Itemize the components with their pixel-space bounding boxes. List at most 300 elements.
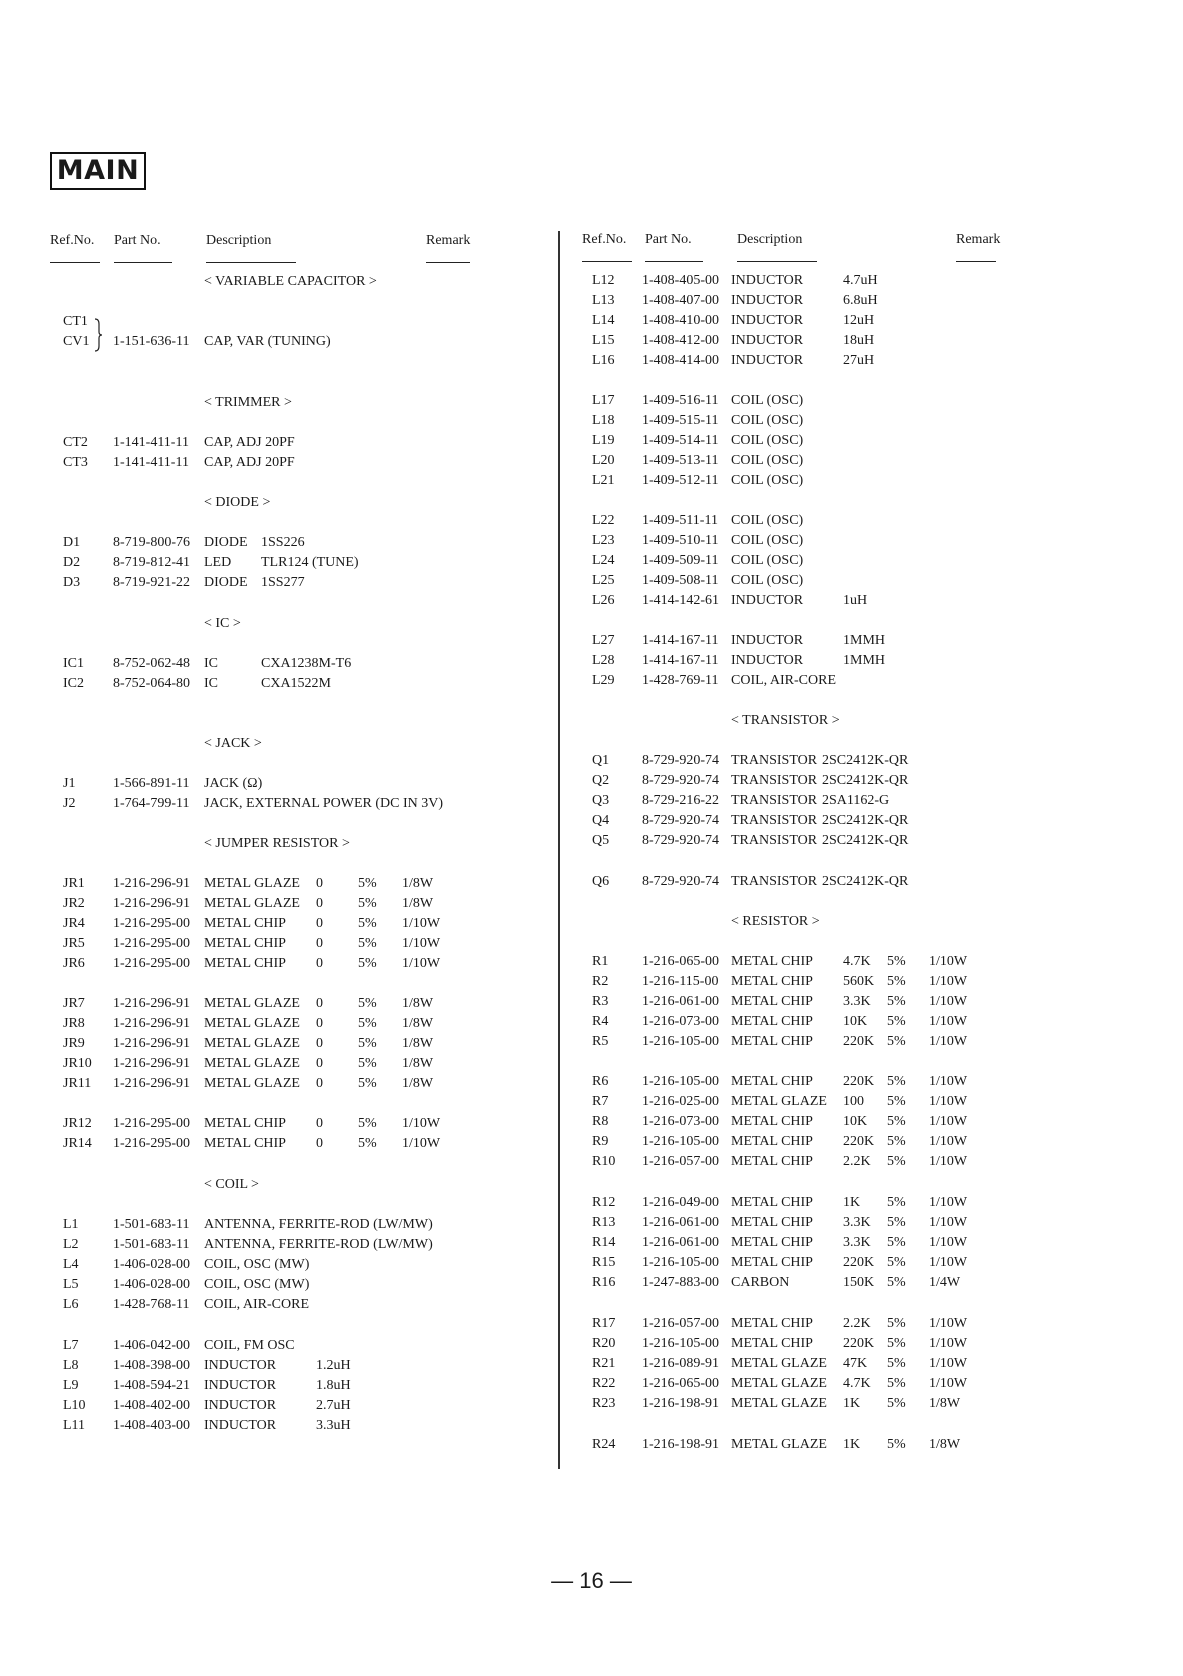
ref-no-cell: R15 — [592, 1255, 616, 1270]
part-no-cell: 1-247-883-00 — [642, 1275, 719, 1290]
part-row — [0, 591, 1183, 611]
value-cell: 100 — [843, 1094, 864, 1109]
value-cell: 0 — [316, 956, 323, 971]
description-cell: INDUCTOR — [204, 1418, 277, 1433]
part-no-cell: 1-141-411-11 — [113, 435, 189, 450]
tolerance-cell: 5% — [887, 974, 906, 989]
ref-no-cell: CT3 — [63, 455, 88, 470]
value-cell: 0 — [316, 1136, 323, 1151]
description-cell: METAL CHIP — [731, 954, 813, 969]
ref-no-cell: D1 — [63, 535, 81, 550]
tolerance-cell: 5% — [887, 1114, 906, 1129]
ref-no-cell: JR5 — [63, 936, 85, 951]
part-row — [0, 1253, 1183, 1273]
part-row — [0, 992, 1183, 1012]
description-cell: COIL (OSC) — [731, 573, 804, 588]
description-cell: METAL CHIP — [731, 1034, 813, 1049]
value-cell: 0 — [316, 916, 323, 931]
description-cell: METAL CHIP — [731, 974, 813, 989]
value-cell: 3.3K — [843, 1215, 871, 1230]
rating-cell: 1/8W — [402, 1016, 434, 1031]
rating-cell: 1/4W — [929, 1275, 961, 1290]
value-cell: 3.3K — [843, 1235, 871, 1250]
header-underline — [426, 262, 470, 263]
part-row — [0, 1233, 1183, 1253]
part-row — [0, 952, 1183, 972]
ref-no-cell: L8 — [63, 1358, 79, 1373]
value-cell: 0 — [316, 896, 323, 911]
description-cell: METAL GLAZE — [204, 876, 300, 891]
part-no-cell: 1-216-296-91 — [113, 1076, 190, 1091]
description-cell: INDUCTOR — [731, 333, 804, 348]
ref-no-cell: L6 — [63, 1297, 79, 1312]
part-row — [0, 1072, 1183, 1092]
rating-cell: 1/8W — [402, 1056, 434, 1071]
description-cell: METAL GLAZE — [204, 896, 300, 911]
description-cell: METAL CHIP — [204, 916, 286, 931]
part-row — [0, 1354, 1183, 1374]
ref-no-cell: L15 — [592, 333, 615, 348]
part-no-cell: 1-216-296-91 — [113, 876, 190, 891]
ref-no-cell: R2 — [592, 974, 609, 989]
description-cell: ANTENNA, FERRITE-ROD (LW/MW) — [204, 1217, 433, 1232]
description-cell: CAP, ADJ 20PF — [204, 435, 295, 450]
header-underline — [645, 261, 703, 262]
tolerance-cell: 5% — [358, 896, 377, 911]
rating-cell: 1/10W — [402, 916, 441, 931]
value-cell: 2SC2412K-QR — [822, 813, 909, 828]
ref-no-cell: L19 — [592, 433, 615, 448]
description-cell: METAL CHIP — [731, 1215, 813, 1230]
value-cell: 1MMH — [843, 653, 886, 668]
description-cell: COIL, FM OSC — [204, 1338, 295, 1353]
ref-no-cell: L27 — [592, 633, 615, 648]
header-underline — [114, 262, 172, 263]
section-heading: < VARIABLE CAPACITOR > — [204, 274, 377, 289]
part-no-cell: 1-216-065-00 — [642, 954, 719, 969]
tolerance-cell: 5% — [887, 1235, 906, 1250]
part-no-cell: 1-428-769-11 — [642, 673, 719, 688]
part-no-cell: 1-409-511-11 — [642, 513, 718, 528]
description-cell: METAL CHIP — [731, 1154, 813, 1169]
rating-cell: 1/10W — [929, 954, 968, 969]
part-no-cell: 8-729-920-74 — [642, 753, 719, 768]
part-no-cell: 1-216-073-00 — [642, 1014, 719, 1029]
part-no-cell: 1-216-296-91 — [113, 1056, 190, 1071]
part-no-cell: 1-408-402-00 — [113, 1398, 190, 1413]
rating-cell: 1/8W — [402, 876, 434, 891]
rating-cell: 1/10W — [402, 956, 441, 971]
description-cell: COIL, AIR-CORE — [731, 673, 836, 688]
description-cell: COIL (OSC) — [731, 393, 804, 408]
header-description-left: Description — [206, 233, 272, 248]
description-cell: INDUCTOR — [731, 313, 804, 328]
value-cell: 220K — [843, 1134, 875, 1149]
part-row — [0, 1394, 1183, 1414]
header-description-right: Description — [737, 232, 803, 247]
part-row — [0, 271, 1183, 291]
ref-no-cell: L24 — [592, 553, 615, 568]
part-no-cell: 8-729-920-74 — [642, 874, 719, 889]
part-row — [0, 651, 1183, 671]
value-cell: 0 — [316, 1056, 323, 1071]
part-no-cell: 1-408-398-00 — [113, 1358, 190, 1373]
part-no-cell: 1-409-508-11 — [642, 573, 719, 588]
rating-cell: 1/10W — [929, 1034, 968, 1049]
ref-no-cell: R9 — [592, 1134, 609, 1149]
ref-no-cell: Q1 — [592, 753, 610, 768]
header-ref-no-right: Ref.No. — [582, 232, 627, 247]
ref-no-cell: L10 — [63, 1398, 86, 1413]
part-no-cell: 1-216-105-00 — [642, 1336, 719, 1351]
ref-no-cell: JR2 — [63, 896, 85, 911]
part-no-cell: 1-216-296-91 — [113, 996, 190, 1011]
description-cell: INDUCTOR — [204, 1378, 277, 1393]
value-cell: 1K — [843, 1396, 861, 1411]
part-row — [0, 511, 1183, 531]
ref-no-cell: Q6 — [592, 874, 610, 889]
part-no-cell: 1-566-891-11 — [113, 776, 190, 791]
rating-cell: 1/10W — [929, 1094, 968, 1109]
ref-no-cell: L9 — [63, 1378, 79, 1393]
ref-no-cell: L11 — [63, 1418, 86, 1433]
rating-cell: 1/10W — [929, 1215, 968, 1230]
tolerance-cell: 5% — [358, 936, 377, 951]
ref-no-cell: CT1 — [63, 314, 88, 329]
rating-cell: 1/8W — [402, 1036, 434, 1051]
description-cell: METAL CHIP — [731, 1255, 813, 1270]
rating-cell: 1/10W — [929, 1114, 968, 1129]
part-no-cell: 1-408-407-00 — [642, 293, 719, 308]
description-cell: IC — [204, 656, 218, 671]
part-row — [0, 1112, 1183, 1132]
section-heading: < JUMPER RESISTOR > — [204, 836, 350, 851]
rating-cell: 1/8W — [929, 1396, 961, 1411]
ref-no-cell: Q2 — [592, 773, 610, 788]
part-row — [0, 671, 1183, 691]
description-cell: METAL CHIP — [204, 956, 286, 971]
part-no-cell: 1-216-025-00 — [642, 1094, 719, 1109]
rating-cell: 1/10W — [929, 1316, 968, 1331]
ref-no-cell: L12 — [592, 273, 615, 288]
rating-cell: 1/10W — [929, 1376, 968, 1391]
part-row — [0, 1193, 1183, 1213]
value-cell: 4.7K — [843, 1376, 871, 1391]
part-no-cell: 8-729-920-74 — [642, 773, 719, 788]
value-cell: 0 — [316, 936, 323, 951]
tolerance-cell: 5% — [887, 1215, 906, 1230]
ref-no-cell: IC1 — [63, 656, 84, 671]
value-cell: 1K — [843, 1195, 861, 1210]
value-cell: 18uH — [843, 333, 875, 348]
tolerance-cell: 5% — [358, 996, 377, 1011]
section-heading: < IC > — [204, 616, 241, 631]
part-row — [0, 972, 1183, 992]
tolerance-cell: 5% — [358, 1116, 377, 1131]
part-no-cell: 1-408-410-00 — [642, 313, 719, 328]
part-row — [0, 914, 1183, 934]
description-cell: CARBON — [731, 1275, 790, 1290]
ref-no-cell: R24 — [592, 1437, 616, 1452]
description-cell: METAL CHIP — [731, 1336, 813, 1351]
part-no-cell: 1-216-089-91 — [642, 1356, 719, 1371]
value-cell: 2SC2412K-QR — [822, 753, 909, 768]
tolerance-cell: 5% — [358, 916, 377, 931]
part-no-cell: 1-409-515-11 — [642, 413, 719, 428]
part-no-cell: 1-501-683-11 — [113, 1237, 190, 1252]
description-cell: METAL CHIP — [731, 1114, 813, 1129]
part-no-cell: 1-216-073-00 — [642, 1114, 719, 1129]
value-cell: 220K — [843, 1336, 875, 1351]
part-no-cell: 1-409-509-11 — [642, 553, 719, 568]
part-no-cell: 1-216-065-00 — [642, 1376, 719, 1391]
part-no-cell: 1-406-028-00 — [113, 1277, 190, 1292]
ref-no-cell: R3 — [592, 994, 609, 1009]
description-cell: COIL (OSC) — [731, 533, 804, 548]
description-cell: TRANSISTOR — [731, 793, 818, 808]
header-underline — [956, 261, 996, 262]
tolerance-cell: 5% — [887, 1316, 906, 1331]
value-cell: 2SC2412K-QR — [822, 833, 909, 848]
part-no-cell: 1-216-296-91 — [113, 896, 190, 911]
ref-no-cell: R21 — [592, 1356, 616, 1371]
description-cell: INDUCTOR — [204, 1358, 277, 1373]
value-cell: 220K — [843, 1074, 875, 1089]
ref-no-cell: IC2 — [63, 676, 84, 691]
value-cell: 2SC2412K-QR — [822, 773, 909, 788]
part-row — [0, 1435, 1183, 1455]
part-row — [0, 451, 1183, 471]
rating-cell: 1/8W — [402, 896, 434, 911]
description-cell: METAL CHIP — [204, 1116, 286, 1131]
part-no-cell: 1-216-105-00 — [642, 1134, 719, 1149]
part-no-cell: 1-151-636-11 — [113, 334, 190, 349]
description-cell: METAL GLAZE — [204, 996, 300, 1011]
description-cell: METAL CHIP — [731, 1316, 813, 1331]
part-row — [0, 311, 1183, 331]
description-cell: DIODE — [204, 575, 248, 590]
part-no-cell: 1-216-296-91 — [113, 1016, 190, 1031]
description-cell: METAL CHIP — [731, 1074, 813, 1089]
tolerance-cell: 5% — [358, 1076, 377, 1091]
part-no-cell: 1-216-061-00 — [642, 994, 719, 1009]
part-row — [0, 571, 1183, 591]
part-no-cell: 1-216-295-00 — [113, 936, 190, 951]
ref-no-cell: R22 — [592, 1376, 616, 1391]
tolerance-cell: 5% — [358, 1036, 377, 1051]
description-cell: INDUCTOR — [731, 353, 804, 368]
tolerance-cell: 5% — [887, 1094, 906, 1109]
part-row — [0, 471, 1183, 491]
part-no-cell: 8-729-216-22 — [642, 793, 719, 808]
ref-no-cell: CV1 — [63, 334, 90, 349]
description-cell: LED — [204, 555, 232, 570]
description-cell: COIL (OSC) — [731, 513, 804, 528]
description-cell: METAL CHIP — [731, 1195, 813, 1210]
part-no-cell: 1-216-295-00 — [113, 1116, 190, 1131]
part-row — [0, 894, 1183, 914]
ref-no-cell: L28 — [592, 653, 615, 668]
ref-no-cell: R12 — [592, 1195, 616, 1210]
section-heading: < TRANSISTOR > — [731, 713, 840, 728]
description-cell: METAL CHIP — [731, 1014, 813, 1029]
part-no-cell: 1-408-403-00 — [113, 1418, 190, 1433]
part-no-cell: 1-216-049-00 — [642, 1195, 719, 1210]
ref-no-cell: R1 — [592, 954, 609, 969]
ref-no-cell: R8 — [592, 1114, 609, 1129]
ref-no-cell: JR6 — [63, 956, 85, 971]
part-no-cell: 1-406-042-00 — [113, 1338, 190, 1353]
ref-no-cell: JR7 — [63, 996, 85, 1011]
value-cell: 1MMH — [843, 633, 886, 648]
part-no-cell: 1-216-295-00 — [113, 916, 190, 931]
rating-cell: 1/10W — [929, 1235, 968, 1250]
value-cell: 2SC2412K-QR — [822, 874, 909, 889]
ref-no-cell: Q4 — [592, 813, 610, 828]
rating-cell: 1/10W — [929, 1154, 968, 1169]
tolerance-cell: 5% — [887, 1356, 906, 1371]
ref-no-cell: L18 — [592, 413, 615, 428]
part-row — [0, 771, 1183, 791]
value-cell: 1K — [843, 1437, 861, 1452]
tolerance-cell: 5% — [887, 1255, 906, 1270]
tolerance-cell: 5% — [358, 876, 377, 891]
part-no-cell: 1-216-061-00 — [642, 1215, 719, 1230]
part-no-cell: 1-408-405-00 — [642, 273, 719, 288]
ref-no-cell: Q5 — [592, 833, 610, 848]
part-no-cell: 1-409-514-11 — [642, 433, 719, 448]
description-cell: METAL GLAZE — [204, 1036, 300, 1051]
description-cell: TRANSISTOR — [731, 874, 818, 889]
description-cell: INDUCTOR — [204, 1398, 277, 1413]
ref-no-cell: JR9 — [63, 1036, 85, 1051]
tolerance-cell: 5% — [887, 1154, 906, 1169]
value-cell: 0 — [316, 1036, 323, 1051]
tolerance-cell: 5% — [887, 1437, 906, 1452]
part-no-cell: 1-216-057-00 — [642, 1154, 719, 1169]
value-cell: 2.2K — [843, 1154, 871, 1169]
tolerance-cell: 5% — [887, 1376, 906, 1391]
page-title: MAIN — [50, 152, 146, 190]
description-cell: INDUCTOR — [731, 293, 804, 308]
rating-cell: 1/10W — [929, 1356, 968, 1371]
ref-no-cell: R20 — [592, 1336, 616, 1351]
ref-no-cell: JR12 — [63, 1116, 92, 1131]
part-no-cell: 1-408-594-21 — [113, 1378, 190, 1393]
description-cell: TRANSISTOR — [731, 773, 818, 788]
rating-cell: 1/10W — [929, 1336, 968, 1351]
description-cell: COIL (OSC) — [731, 473, 804, 488]
part-no-cell: 1-409-512-11 — [642, 473, 719, 488]
header-part-no-right: Part No. — [645, 232, 692, 247]
value-cell: 1.8uH — [316, 1378, 351, 1393]
part-no-cell: 1-409-510-11 — [642, 533, 719, 548]
part-row — [0, 1012, 1183, 1032]
description-cell: TRANSISTOR — [731, 833, 818, 848]
tolerance-cell: 5% — [887, 1034, 906, 1049]
description-cell: ANTENNA, FERRITE-ROD (LW/MW) — [204, 1237, 433, 1252]
rating-cell: 1/10W — [929, 1014, 968, 1029]
part-no-cell: 1-216-198-91 — [642, 1437, 719, 1452]
tolerance-cell: 5% — [358, 956, 377, 971]
part-no-cell: 1-216-061-00 — [642, 1235, 719, 1250]
rating-cell: 1/8W — [402, 996, 434, 1011]
ref-no-cell: J1 — [63, 776, 76, 791]
part-row — [0, 631, 1183, 651]
header-underline — [582, 261, 632, 262]
ref-no-cell: L13 — [592, 293, 615, 308]
ref-no-cell: L22 — [592, 513, 615, 528]
description-cell: COIL (OSC) — [731, 453, 804, 468]
description-cell: METAL CHIP — [204, 936, 286, 951]
part-no-cell: 8-729-920-74 — [642, 833, 719, 848]
ref-no-cell: L2 — [63, 1237, 79, 1252]
value-cell: 4.7K — [843, 954, 871, 969]
part-row — [0, 1092, 1183, 1112]
ref-no-cell: L7 — [63, 1338, 79, 1353]
description-cell: COIL (OSC) — [731, 553, 804, 568]
section-heading: < DIODE > — [204, 495, 271, 510]
ref-no-cell: L1 — [63, 1217, 79, 1232]
ref-no-cell: L16 — [592, 353, 615, 368]
description-cell: CAP, ADJ 20PF — [204, 455, 295, 470]
description-cell: COIL (OSC) — [731, 413, 804, 428]
ref-no-cell: R10 — [592, 1154, 616, 1169]
ref-no-cell: L26 — [592, 593, 615, 608]
ref-no-cell: R13 — [592, 1215, 616, 1230]
description-cell: METAL CHIP — [731, 1235, 813, 1250]
ref-no-cell: JR11 — [63, 1076, 92, 1091]
part-no-cell: 1-216-295-00 — [113, 956, 190, 971]
value-cell: 0 — [316, 876, 323, 891]
value-cell: 4.7uH — [843, 273, 878, 288]
description-cell: METAL CHIP — [204, 1136, 286, 1151]
tolerance-cell: 5% — [887, 1336, 906, 1351]
rating-cell: 1/10W — [402, 1136, 441, 1151]
description-cell: COIL, AIR-CORE — [204, 1297, 309, 1312]
part-no-cell: 1-216-105-00 — [642, 1034, 719, 1049]
part-no-cell: 1-764-799-11 — [113, 796, 190, 811]
description-cell: METAL CHIP — [731, 1134, 813, 1149]
part-no-cell: 1-414-167-11 — [642, 653, 719, 668]
description-cell: METAL GLAZE — [731, 1437, 827, 1452]
part-no-cell: 1-428-768-11 — [113, 1297, 190, 1312]
ref-no-cell: JR14 — [63, 1136, 92, 1151]
description-cell: JACK, EXTERNAL POWER (DC IN 3V) — [204, 796, 444, 811]
ref-no-cell: R7 — [592, 1094, 609, 1109]
part-row — [0, 872, 1183, 892]
ref-no-cell: L4 — [63, 1257, 79, 1272]
value-cell: 6.8uH — [843, 293, 878, 308]
part-row — [0, 1054, 1183, 1074]
part-row — [0, 791, 1183, 811]
header-underline — [737, 261, 817, 262]
part-row — [0, 351, 1183, 371]
value-cell: 10K — [843, 1014, 868, 1029]
description-cell: TRANSISTOR — [731, 813, 818, 828]
value-cell: 2.2K — [843, 1316, 871, 1331]
ref-no-cell: R5 — [592, 1034, 609, 1049]
header-remark-right: Remark — [956, 232, 1001, 247]
value-cell: 0 — [316, 1016, 323, 1031]
section-heading: < JACK > — [204, 736, 262, 751]
ref-no-cell: L20 — [592, 453, 615, 468]
description-cell: COIL, OSC (MW) — [204, 1257, 310, 1272]
part-row — [0, 1295, 1183, 1315]
rating-cell: 1/10W — [929, 1074, 968, 1089]
tolerance-cell: 5% — [887, 954, 906, 969]
part-row — [0, 1334, 1183, 1354]
